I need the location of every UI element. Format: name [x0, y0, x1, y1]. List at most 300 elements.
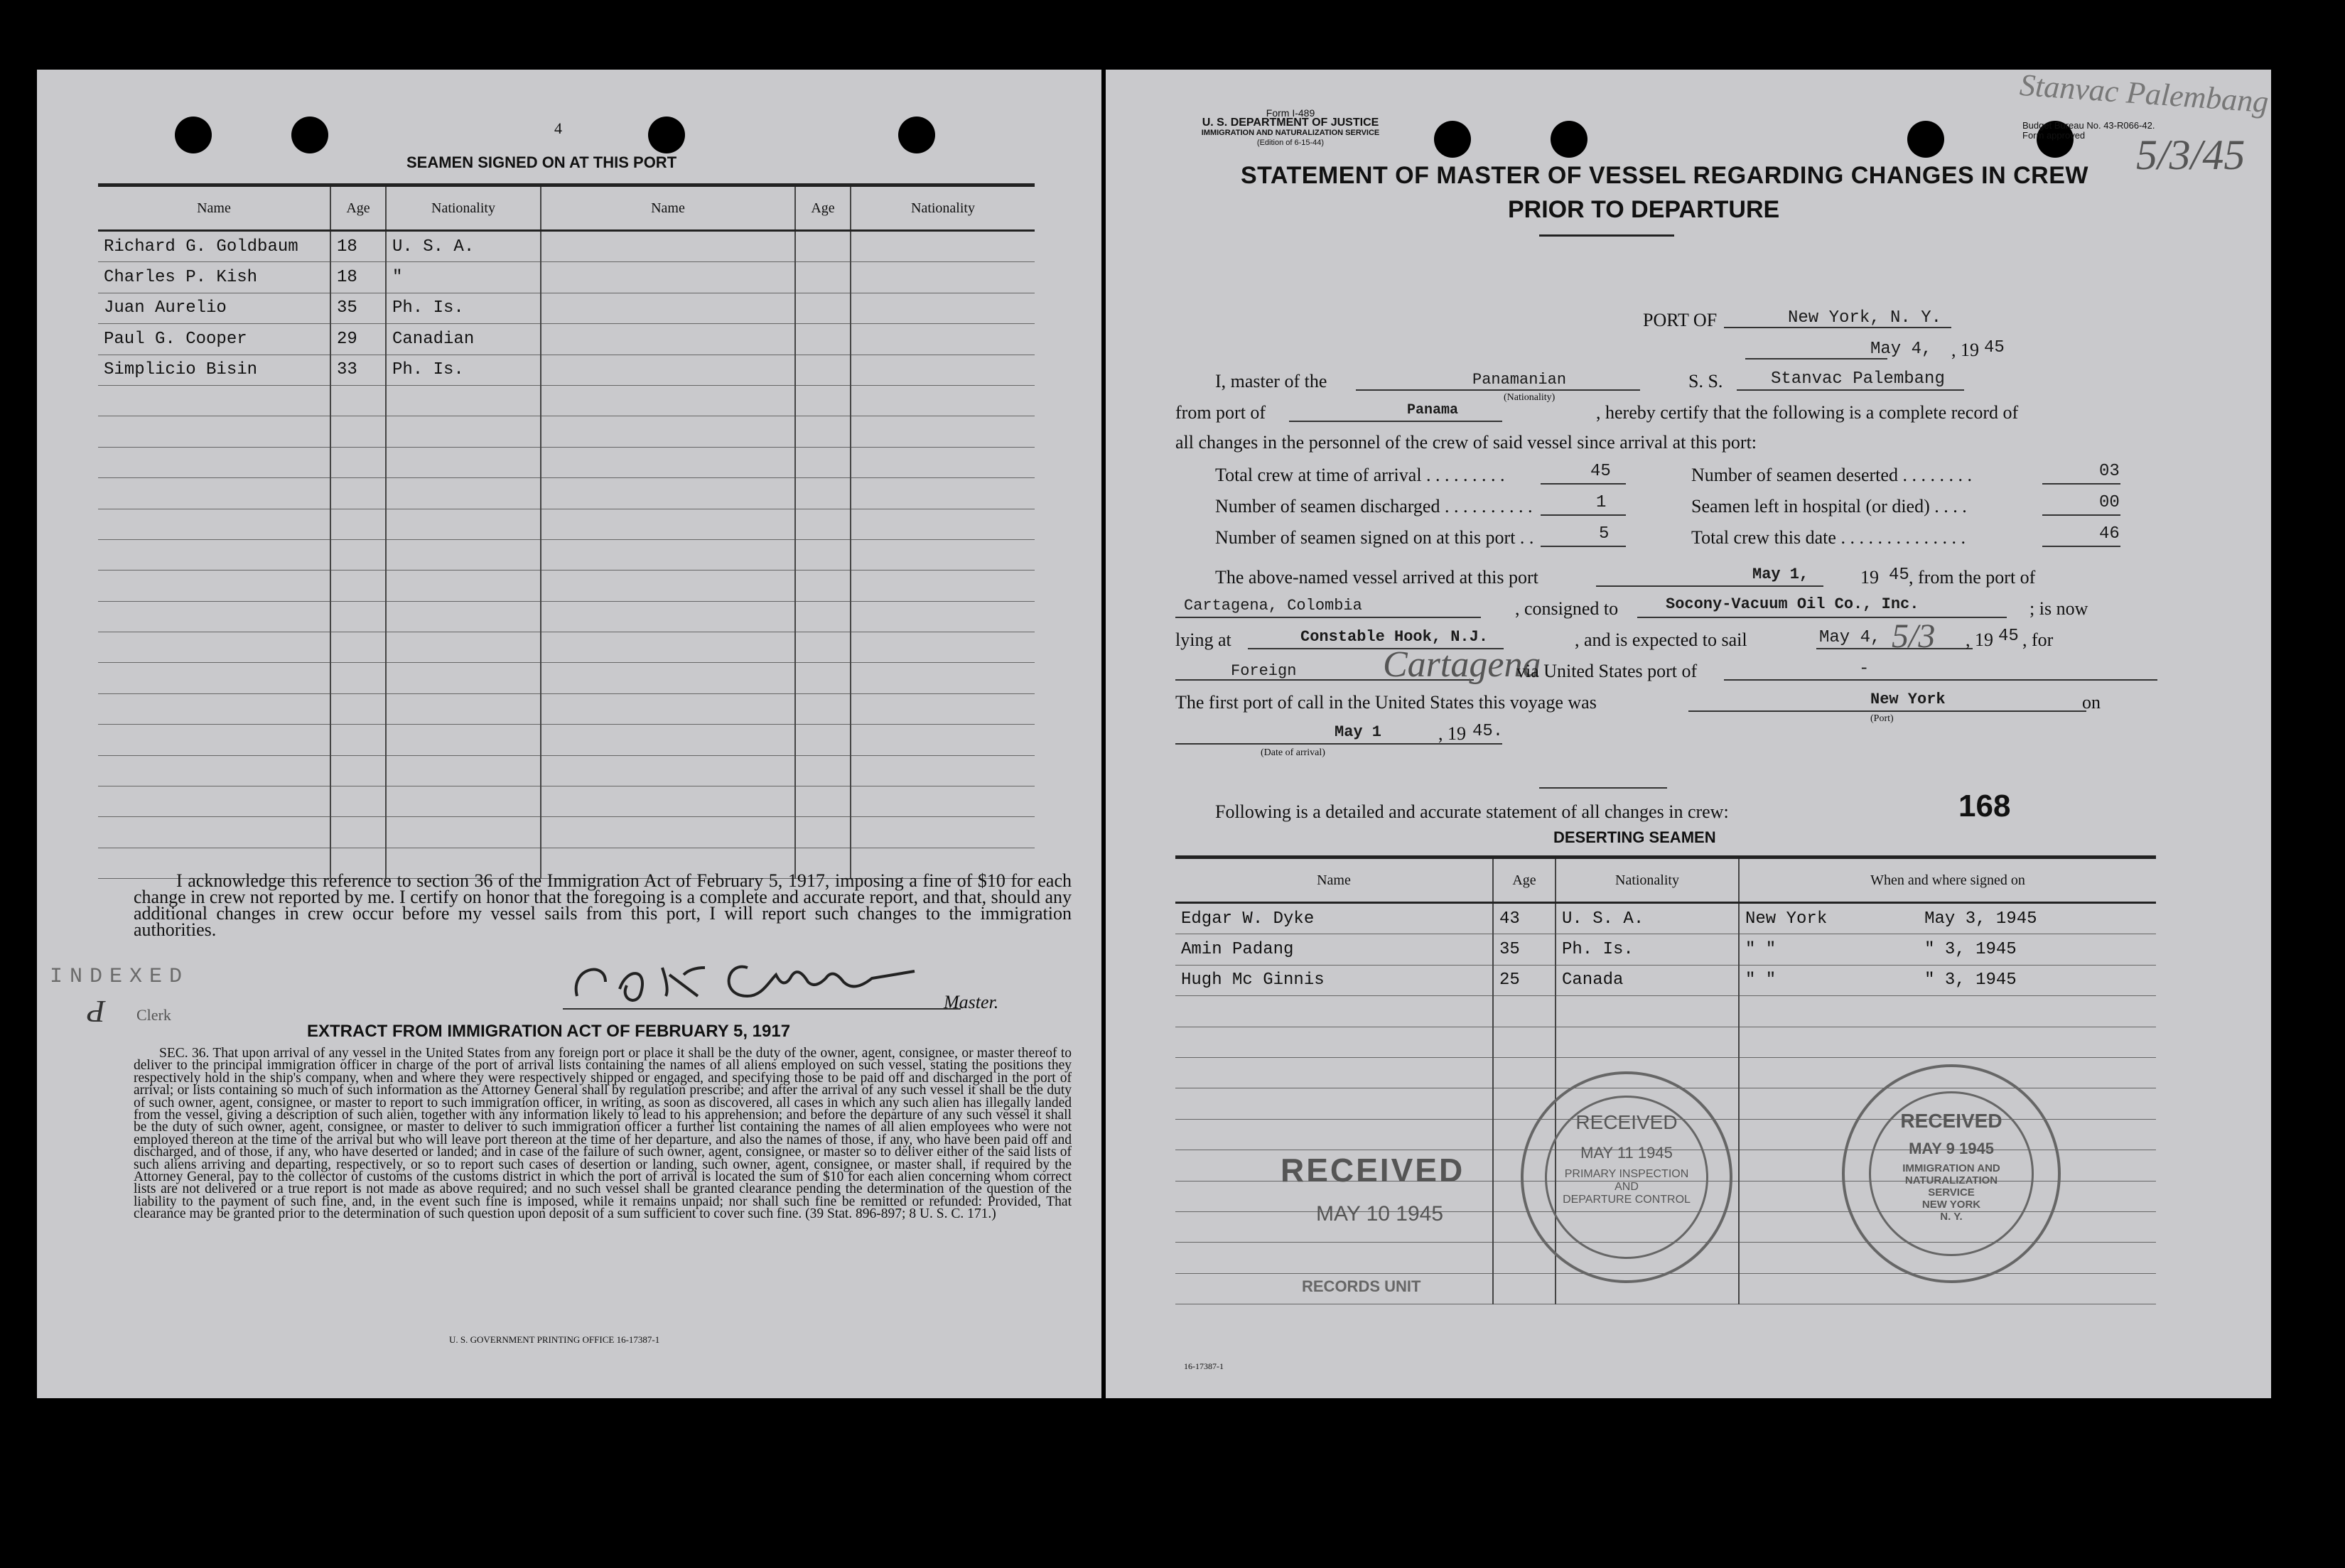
- table-cell-name2: [541, 539, 795, 570]
- table-cell-age: 35: [1493, 934, 1556, 965]
- count-value: 1: [1596, 493, 1607, 512]
- table-row: [98, 663, 1035, 693]
- indexed-stamp: INDEXED: [50, 965, 190, 989]
- table-cell-age2: [795, 262, 851, 293]
- table-cell-nationality: [386, 416, 541, 447]
- count-line: [1541, 546, 1626, 547]
- table-row: [1175, 996, 2156, 1027]
- table-cell-nat2: [851, 663, 1035, 693]
- table-cell-nat2: [851, 231, 1035, 262]
- first-year-prefix: , 19: [1438, 723, 1466, 744]
- stamp-date: MAY 11 1945: [1580, 1144, 1673, 1162]
- table-cell-nat2: [851, 725, 1035, 755]
- table-cell-name: [1175, 996, 1493, 1027]
- table-cell-name: [98, 571, 330, 601]
- table-cell-age2: [795, 447, 851, 477]
- is-now-label: ; is now: [2029, 598, 2088, 619]
- form-header: [1177, 108, 1404, 148]
- table-cell-when: " 3, 1945: [1919, 934, 2156, 965]
- table-cell-where: " ": [1739, 934, 1919, 965]
- punch-hole: [1551, 121, 1587, 158]
- table-cell-age2: [795, 355, 851, 385]
- table-cell-age: [330, 509, 386, 539]
- table-cell-age2: [795, 693, 851, 724]
- table-cell-age2: [795, 231, 851, 262]
- count-value: 5: [1599, 524, 1610, 544]
- col-header: When and where signed on: [1739, 858, 2156, 903]
- sail-date: May 4,: [1819, 628, 1881, 647]
- table-cell-age: [330, 416, 386, 447]
- table-row: [1175, 934, 2156, 965]
- deserting-title: DESERTING SEAMEN: [1553, 828, 1716, 846]
- table-row: [98, 817, 1035, 848]
- from-port-label: from port of: [1175, 402, 1266, 423]
- table-cell-nationality: ": [386, 262, 541, 293]
- table-cell-age: [330, 755, 386, 786]
- arrived-year-prefix: 19: [1860, 567, 1879, 588]
- table-cell-age: [330, 632, 386, 663]
- count-value: 45: [1590, 462, 1611, 481]
- arrived-line: [1596, 585, 1823, 587]
- table-cell-age2: [795, 478, 851, 509]
- destination-handwritten: Cartagena: [1383, 644, 1541, 685]
- table-cell-nat2: [851, 601, 1035, 632]
- count-label: Number of seamen discharged . . . . . . . . . .: [1215, 496, 1533, 517]
- table-cell-name2: [541, 755, 795, 786]
- section-title: SEAMEN SIGNED ON AT THIS PORT: [406, 153, 677, 171]
- vessel-line: [1737, 389, 1964, 391]
- table-cell-nationality: [386, 447, 541, 477]
- stamp-line: DEPARTURE CONTROL: [1563, 1194, 1691, 1206]
- consignee-line: [1637, 617, 2007, 618]
- records-unit-stamp: RECORDS UNIT: [1302, 1277, 1421, 1295]
- table-cell-age: [1493, 996, 1556, 1027]
- table-cell-where: " ": [1739, 965, 1919, 995]
- table-cell-name: [98, 817, 330, 848]
- table-cell-nationality: [386, 693, 541, 724]
- table-cell-name: [98, 416, 330, 447]
- table-row: [98, 693, 1035, 724]
- table-cell-age: [1493, 1243, 1556, 1273]
- table-cell-name: [98, 539, 330, 570]
- table-cell-age2: [795, 416, 851, 447]
- table-cell-name2: [541, 817, 795, 848]
- table-cell-name2: [541, 632, 795, 663]
- first-port-value: New York: [1870, 691, 1946, 708]
- form-subtitle: PRIOR TO DEPARTURE: [1508, 196, 1780, 223]
- table-cell-nationality: U. S. A.: [1556, 903, 1739, 934]
- table-cell-where: [1739, 996, 1919, 1027]
- vessel-name: Stanvac Palembang: [1771, 369, 1945, 389]
- from-port-line: [1289, 421, 1502, 422]
- table-cell-age: [330, 601, 386, 632]
- date-year-prefix: , 19: [1951, 340, 1979, 360]
- col-header: Age: [795, 185, 851, 231]
- table-cell-name: [98, 385, 330, 416]
- table-cell-nationality: [386, 632, 541, 663]
- acknowledgment-text: I acknowledge this reference to section 36 of the Immigration Act of February 5, 1917, imposing a fine of $10 for each change in crew not reported by me. I certify on honor that the foregoing is a complete and accurate report, and that, should any additional changes in crew occur before my vessel sails from this port, I will report such changes to the immigration authorities.: [134, 870, 1072, 940]
- nationality-value: Panamanian: [1472, 371, 1567, 389]
- clerk-label: Clerk: [136, 1006, 171, 1024]
- table-cell-age: [1493, 1027, 1556, 1057]
- table-cell-nat2: [851, 817, 1035, 848]
- table-cell-name2: [541, 478, 795, 509]
- table-cell-nat2: [851, 478, 1035, 509]
- table-row: [98, 293, 1035, 323]
- table-cell-name2: [541, 385, 795, 416]
- table-cell-nationality: [386, 601, 541, 632]
- table-cell-name: [1175, 1119, 1493, 1150]
- table-cell-nat2: [851, 355, 1035, 385]
- table-cell-nat2: [851, 509, 1035, 539]
- left-page: [37, 70, 1101, 1398]
- count-value: 00: [2099, 493, 2120, 512]
- table-cell-age: [330, 539, 386, 570]
- table-cell-age2: [795, 817, 851, 848]
- table-cell-age2: [795, 385, 851, 416]
- table-cell-name: [98, 447, 330, 477]
- signed-on-table: [98, 183, 1035, 879]
- table-cell-nat2: [851, 385, 1035, 416]
- punch-hole: [1907, 121, 1944, 158]
- table-cell-when: [1919, 996, 2156, 1027]
- table-cell-nationality: [386, 755, 541, 786]
- table-cell-nat2: [851, 447, 1035, 477]
- table-cell-age2: [795, 324, 851, 355]
- table-cell-name: Edgar W. Dyke: [1175, 903, 1493, 934]
- table-row: [98, 416, 1035, 447]
- table-cell-name: [1175, 1027, 1493, 1057]
- stamp-line: N. Y.: [1940, 1211, 1963, 1223]
- edition: (Edition of 6-15-44): [1256, 139, 1325, 147]
- date-value: May 4,: [1870, 340, 1932, 359]
- first-year-value: 45.: [1472, 722, 1504, 741]
- table-row: [98, 355, 1035, 385]
- count-label: Seamen left in hospital (or died) . . . .: [1691, 496, 1967, 517]
- table-cell-age: 25: [1493, 965, 1556, 995]
- table-cell-name2: [541, 293, 795, 323]
- table-cell-name: [98, 601, 330, 632]
- col-header: Nationality: [1556, 858, 1739, 903]
- table-row: [98, 725, 1035, 755]
- on-label: on: [2082, 692, 2101, 713]
- first-port-label: The first port of call in the United States this voyage was: [1175, 692, 1597, 713]
- col-header: Name: [98, 185, 330, 231]
- first-date-value: May 1: [1335, 723, 1382, 741]
- table-cell-age2: [795, 509, 851, 539]
- port-label: PORT OF: [1643, 310, 1718, 330]
- master-of-label: I, master of the: [1215, 371, 1327, 391]
- table-cell-nat2: [851, 693, 1035, 724]
- form-serial-number: 168: [1958, 789, 2011, 823]
- table-row: [98, 755, 1035, 786]
- table-cell-name: [1175, 1088, 1493, 1119]
- table-cell-name2: [541, 355, 795, 385]
- table-cell-nationality: U. S. A.: [386, 231, 541, 262]
- table-cell-nationality: [386, 385, 541, 416]
- table-cell-nationality: [386, 817, 541, 848]
- table-cell-name: Charles P. Kish: [98, 262, 330, 293]
- table-cell-nationality: [386, 725, 541, 755]
- table-cell-nationality: [386, 663, 541, 693]
- changes-text: all changes in the personnel of the crew of said vessel since arrival at this port:: [1175, 432, 1757, 453]
- certify-text: , hereby certify that the following is a complete record of: [1596, 402, 2019, 423]
- table-row: [98, 786, 1035, 817]
- col-header: Name: [1175, 858, 1493, 903]
- table-row: [98, 539, 1035, 570]
- count-line: [2042, 546, 2120, 547]
- table-cell-nationality: [386, 571, 541, 601]
- table-row: [98, 447, 1035, 477]
- clerk-initials: Ԁ: [85, 993, 104, 1029]
- table-cell-nationality: [386, 539, 541, 570]
- table-cell-name: [98, 663, 330, 693]
- stamp-line: IMMIGRATION AND: [1902, 1162, 2000, 1174]
- table-row: [1175, 1027, 2156, 1057]
- punch-hole: [898, 117, 935, 153]
- table-cell-age: [330, 817, 386, 848]
- stamp-line: SERVICE: [1928, 1186, 1975, 1199]
- table-cell-when: " 3, 1945: [1919, 965, 2156, 995]
- master-label: Master.: [944, 992, 999, 1012]
- handwritten-vessel: Stanvac Palembang: [2018, 67, 2270, 120]
- count-label: Total crew this date . . . . . . . . . . . . . .: [1691, 527, 1966, 548]
- from-the-port-label: , from the port of: [1909, 567, 2036, 588]
- table-cell-name2: [541, 725, 795, 755]
- table-cell-name: [98, 755, 330, 786]
- table-cell-nationality: Canada: [1556, 965, 1739, 995]
- table-cell-age2: [795, 663, 851, 693]
- arrived-year: 45: [1889, 566, 1909, 585]
- table-row: [98, 478, 1035, 509]
- nationality-line: [1356, 389, 1640, 391]
- table-cell-age2: [795, 786, 851, 817]
- count-label: Number of seamen deserted . . . . . . . .: [1691, 465, 1972, 485]
- count-line: [1541, 483, 1626, 485]
- table-cell-when: May 3, 1945: [1919, 903, 2156, 934]
- separator-rule: [1539, 787, 1667, 789]
- printing-office: U. S. GOVERNMENT PRINTING OFFICE 16-17387-1: [449, 1334, 660, 1345]
- table-cell-name: Hugh Mc Ginnis: [1175, 965, 1493, 995]
- date-line: [1745, 358, 1887, 359]
- footer-code: 16-17387-1: [1184, 1361, 1224, 1371]
- table-cell-name: Richard G. Goldbaum: [98, 231, 330, 262]
- extract-text: SEC. 36. That upon arrival of any vessel in the United States from any foreign port or place it shall be the duty of the owner, agent, consignee, or master thereof to deliver to the principal immigration officer in charge of the port of arrival lists containing the names of all aliens employed on such vessel, stating the positions they respectively hold in the ship's company, when and where they were respectively shipped or engaged, and specifying those to be paid off and discharged in the port of arrival; or lists containing so much of such information as the Attorney General shall by regulation prescribe; and after the arrival of any such vessel it shall be the duty of such owner, agent, consignee, or master to report to such immigration officer, in writing, as soon as discovered, all cases in which any such alien has illegally landed from the vessel, giving a description of such alien, together with any information likely to lead to his apprehension; and before the departure of any such vessel it shall be the duty of such owner, agent, consignee, or master to deliver to such immigration officer a further list containing the names of all alien employees who were not employed thereon at the time of the arrival but who will leave port thereon at the time of her departure, and also the names of those, if any, who have been paid off and discharged, and of those, if any, who have deserted or landed; and in case of the failure of such owner, agent, consignee, or master so to deliver either of the said lists of such aliens arriving and departing, respectively, or so to report such cases of desertion or landing, such owner, agent, consignee, or master shall, if required by the Attorney General, pay to the collector of customs of the customs district in which the port of arrival is located the sum of $10 for each alien concerning whom correct lists are not delivered or a true report is not made as above required; and no such vessel shall be granted clearance pending the determination of the question of the liability to the payment of such fine, and, in the event such fine is imposed, while it remains unpaid; nor shall such fine be remitted or refunded: Provided, That clearance may be granted prior to the determination of such question upon deposit of a sum sufficient to cover such fine. (39 Stat. 896-897; 8 U. S. C. 171.): [134, 1046, 1072, 1222]
- table-cell-nat2: [851, 632, 1035, 663]
- count-value: 03: [2099, 462, 2120, 481]
- table-cell-name: Paul G. Cooper: [98, 324, 330, 355]
- table-cell-name: [98, 632, 330, 663]
- col-header: Name: [541, 185, 795, 231]
- stamp-title: RECEIVED: [1575, 1111, 1678, 1133]
- table-cell-where: [1739, 1027, 1919, 1057]
- table-cell-age2: [795, 755, 851, 786]
- master-signature: [563, 953, 961, 1015]
- table-cell-nationality: [1556, 1027, 1739, 1057]
- title-rule: [1539, 234, 1674, 237]
- arrived-from-value: Cartagena, Colombia: [1184, 597, 1362, 615]
- table-row: [1175, 965, 2156, 995]
- table-row: [98, 231, 1035, 262]
- count-line: [1541, 514, 1626, 516]
- table-cell-name2: [541, 262, 795, 293]
- table-cell-name: [98, 725, 330, 755]
- lying-at-value: Constable Hook, N.J.: [1300, 628, 1489, 646]
- table-cell-name: [1175, 1243, 1493, 1273]
- table-cell-nat2: [851, 755, 1035, 786]
- table-cell-age: [330, 447, 386, 477]
- table-cell-nationality: Ph. Is.: [386, 293, 541, 323]
- col-header: Nationality: [386, 185, 541, 231]
- table-cell-age2: [795, 293, 851, 323]
- table-cell-name2: [541, 571, 795, 601]
- nationality-caption: (Nationality): [1504, 392, 1556, 403]
- budget-number: Budget Bureau No. 43-R066-42.: [2022, 120, 2155, 131]
- handwritten-date: 5/3/45: [2136, 131, 2246, 178]
- table-cell-name2: [541, 663, 795, 693]
- via-label: via United States port of: [1516, 661, 1698, 681]
- destination-value: Foreign: [1231, 662, 1297, 680]
- table-cell-age2: [795, 571, 851, 601]
- table-cell-name: [98, 786, 330, 817]
- col-header: Age: [1493, 858, 1556, 903]
- port-value: New York, N. Y.: [1788, 308, 1942, 328]
- table-row: [98, 324, 1035, 355]
- table-cell-nationality: Ph. Is.: [386, 355, 541, 385]
- table-cell-name2: [541, 601, 795, 632]
- table-cell-age2: [795, 632, 851, 663]
- stamp-line: PRIMARY INSPECTION: [1564, 1168, 1689, 1180]
- date-year: 45: [1984, 338, 2005, 357]
- table-cell-nationality: [386, 786, 541, 817]
- right-page: [1106, 67, 2271, 1398]
- table-cell-nat2: [851, 416, 1035, 447]
- sail-year-prefix: , 19: [1966, 629, 1993, 650]
- table-cell-age: [1493, 1057, 1556, 1088]
- table-cell-age: [330, 725, 386, 755]
- consignee-value: Socony-Vacuum Oil Co., Inc.: [1666, 595, 1919, 613]
- arrived-from-line: [1175, 617, 1481, 618]
- punch-hole: [648, 117, 685, 153]
- departure-control-stamp: [1521, 1071, 1732, 1283]
- table-cell-age: [1493, 1273, 1556, 1304]
- table-cell-name: [98, 693, 330, 724]
- table-row: [98, 385, 1035, 416]
- punch-hole: [1434, 121, 1471, 158]
- expected-label: , and is expected to sail: [1575, 629, 1747, 650]
- table-cell-age2: [795, 539, 851, 570]
- for-label: , for: [2022, 629, 2054, 650]
- table-cell-nationality: Ph. Is.: [1556, 934, 1739, 965]
- table-cell-where: [1739, 1273, 1919, 1304]
- department: U. S. DEPARTMENT OF JUSTICE: [1202, 117, 1379, 129]
- service: IMMIGRATION AND NATURALIZATION SERVICE: [1201, 129, 1380, 137]
- budget-info: [2022, 121, 2155, 141]
- table-cell-nat2: [851, 324, 1035, 355]
- table-cell-name2: [541, 416, 795, 447]
- form-approved: Form approved: [2022, 130, 2086, 141]
- punch-hole: [291, 117, 328, 153]
- table-cell-name2: [541, 231, 795, 262]
- table-cell-nat2: [851, 786, 1035, 817]
- table-cell-age: [330, 385, 386, 416]
- table-cell-age: 29: [330, 324, 386, 355]
- table-row: [98, 571, 1035, 601]
- via-value: -: [1859, 659, 1870, 678]
- arrived-date: May 1,: [1752, 566, 1809, 583]
- stamp-title: RECEIVED: [1900, 1110, 2002, 1132]
- port-caption: (Port): [1870, 713, 1894, 724]
- table-cell-name: Juan Aurelio: [98, 293, 330, 323]
- count-label: Number of seamen signed on at this port . .: [1215, 527, 1534, 548]
- table-row: [98, 632, 1035, 663]
- sail-year: 45: [1998, 627, 2019, 646]
- table-cell-name2: [541, 693, 795, 724]
- table-cell-age: 43: [1493, 903, 1556, 934]
- consigned-label: , consigned to: [1515, 598, 1619, 619]
- form-title: STATEMENT OF MASTER OF VESSEL REGARDING CHANGES IN CREW: [1241, 162, 2088, 189]
- table-cell-nationality: [386, 509, 541, 539]
- table-cell-where: New York: [1739, 903, 1919, 934]
- stamp-line: NATURALIZATION: [1904, 1174, 1998, 1186]
- count-line: [2042, 483, 2120, 485]
- table-cell-nationality: Canadian: [386, 324, 541, 355]
- table-cell-age: 18: [330, 231, 386, 262]
- page-number: 4: [554, 119, 562, 137]
- table-cell-nationality: [386, 478, 541, 509]
- lying-at-label: lying at: [1175, 629, 1231, 650]
- first-port-line: [1688, 710, 2086, 712]
- table-cell-age: [330, 571, 386, 601]
- table-cell-when: [1919, 1027, 2156, 1057]
- table-row: [98, 262, 1035, 293]
- table-cell-age: [330, 693, 386, 724]
- ss-label: S. S.: [1688, 371, 1723, 391]
- table-row: [98, 601, 1035, 632]
- table-cell-age: [330, 786, 386, 817]
- table-cell-name2: [541, 447, 795, 477]
- stamp-line: AND: [1614, 1181, 1639, 1193]
- immigration-service-stamp: [1842, 1064, 2061, 1283]
- arrived-label: The above-named vessel arrived at this port: [1215, 567, 1538, 588]
- punch-hole: [175, 117, 212, 153]
- table-row: [98, 509, 1035, 539]
- count-value: 46: [2099, 524, 2120, 544]
- table-cell-name2: [541, 786, 795, 817]
- stamp-date: MAY 9 1945: [1909, 1140, 1994, 1157]
- table-cell-name2: [541, 324, 795, 355]
- from-port-value: Panama: [1407, 402, 1459, 418]
- extract-title: EXTRACT FROM IMMIGRATION ACT OF FEBRUARY 5, 1917: [307, 1022, 791, 1041]
- table-cell-name: Simplicio Bisin: [98, 355, 330, 385]
- table-cell-name: [98, 478, 330, 509]
- table-cell-age: 18: [330, 262, 386, 293]
- received-date: MAY 10 1945: [1316, 1202, 1444, 1226]
- table-cell-nat2: [851, 293, 1035, 323]
- table-cell-name: Amin Padang: [1175, 934, 1493, 965]
- date-caption: (Date of arrival): [1261, 747, 1325, 758]
- table-cell-nat2: [851, 539, 1035, 570]
- count-line: [2042, 514, 2120, 516]
- col-header: Nationality: [851, 185, 1035, 231]
- table-cell-name: [1175, 1057, 1493, 1088]
- table-cell-age: 35: [330, 293, 386, 323]
- table-cell-age2: [795, 601, 851, 632]
- statement-label: Following is a detailed and accurate statement of all changes in crew:: [1215, 801, 1729, 822]
- table-cell-nat2: [851, 571, 1035, 601]
- table-cell-nat2: [851, 262, 1035, 293]
- table-cell-age: 33: [330, 355, 386, 385]
